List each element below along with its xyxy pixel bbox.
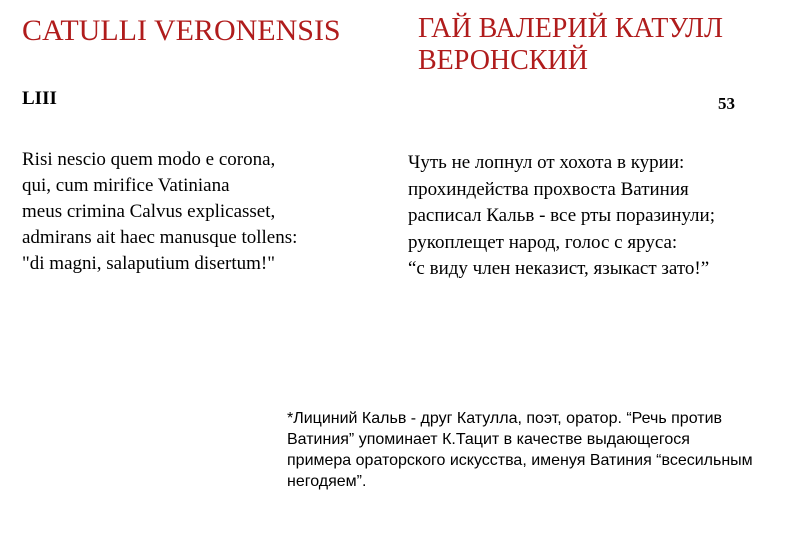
russian-poem-line: “с виду член неказист, языкаст зато!” bbox=[408, 258, 710, 279]
latin-poem-line: "di magni, salaputium disertum!" bbox=[22, 253, 275, 274]
latin-poem-line: admirans ait haec manusque tollens: bbox=[22, 227, 298, 248]
latin-title: CATULLI VERONENSIS bbox=[22, 14, 341, 47]
russian-poem-line: рукоплещет народ, голос с яруса: bbox=[408, 231, 678, 253]
latin-poem-line: Risi nescio quem modo e corona, bbox=[22, 149, 276, 170]
footnote: *Лициний Кальв - друг Катулла, поэт, оратор. “Речь против Ватиния” упоминает К.Тацит в качестве выдающегося примера ораторского искусства, именуя Ватиния “всесильным негодяем”. bbox=[287, 410, 753, 490]
russian-poem bbox=[408, 150, 798, 283]
latin-poem-line: qui, cum mirifice Vatiniana bbox=[22, 175, 230, 196]
latin-poem bbox=[22, 147, 392, 277]
russian-poem-line: расписал Кальв - все рты поразинули; bbox=[408, 205, 715, 226]
poem-number-arabic: 53 bbox=[718, 94, 735, 113]
russian-title: ГАЙ ВАЛЕРИЙ КАТУЛЛ ВЕРОНСКИЙ bbox=[418, 13, 724, 76]
poem-number-roman: LIII bbox=[22, 88, 57, 109]
russian-poem-line: Чуть не лопнул от хохота в курии: bbox=[408, 152, 685, 173]
latin-poem-line: meus crimina Calvus explicasset, bbox=[22, 201, 276, 222]
russian-poem-line: прохиндейства прохвоста Ватиния bbox=[408, 178, 689, 200]
